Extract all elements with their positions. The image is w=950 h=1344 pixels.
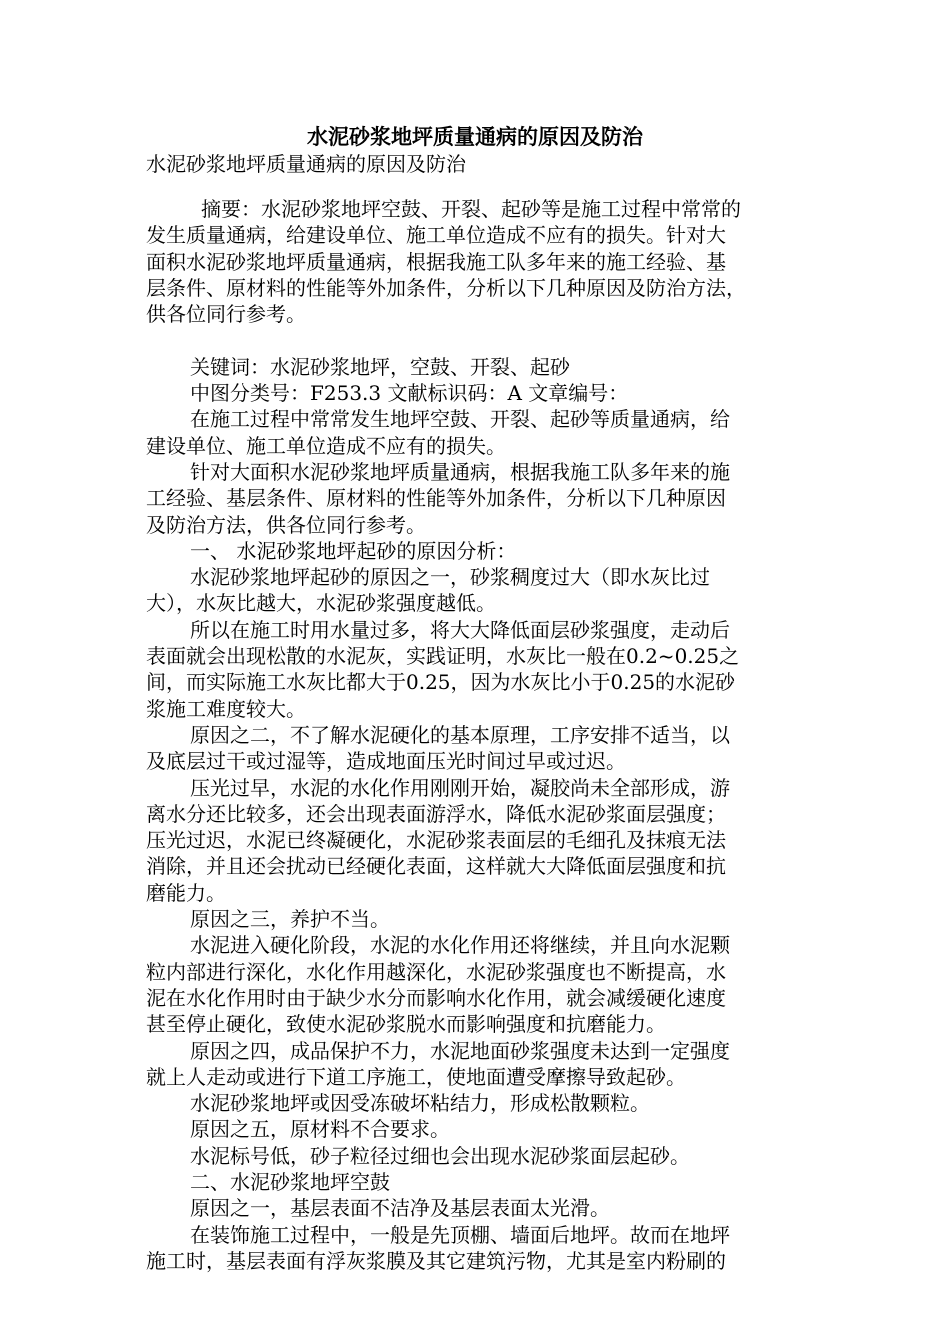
body-text-line: 所以在施工时用水量过多，将大大降低面层砂浆强度，走动后 (190, 617, 730, 642)
body-text-line: 压光过早，水泥的水化作用刚刚开始，凝胶尚未全部形成，游 (190, 775, 730, 800)
body-text-line: 水泥砂浆地坪起砂的原因之一，砂浆稠度过大（即水灰比过 (190, 565, 710, 590)
body-text-line: 粒内部进行深化，水化作用越深化，水泥砂浆强度也不断提高，水 (146, 959, 726, 984)
body-text-line: 施工时，基层表面有浮灰浆膜及其它建筑污物，尤其是室内粉刷的 (146, 1248, 726, 1273)
body-text-line: 水泥标号低，砂子粒径过细也会出现水泥砂浆面层起砂。 (190, 1143, 690, 1168)
body-text-line: 浆施工难度较大。 (146, 696, 306, 721)
body-text-line: 原因之四，成品保护不力，水泥地面砂浆强度未达到一定强度 (190, 1038, 730, 1063)
body-text-line: 甚至停止硬化，致使水泥砂浆脱水而影响强度和抗磨能力。 (146, 1012, 666, 1037)
body-text-line: 间，而实际施工水灰比都大于0.25，因为水灰比小于0.25的水泥砂 (146, 670, 736, 695)
body-text-line: 在装饰施工过程中，一般是先顶棚、墙面后地坪。故而在地坪 (190, 1222, 730, 1247)
document-title: 水泥砂浆地坪质量通病的原因及防治 (307, 124, 643, 149)
body-text-line: 就上人走动或进行下道工序施工，使地面遭受摩擦导致起砂。 (146, 1064, 686, 1089)
body-text-line: 消除，并且还会扰动已经硬化表面，这样就大大降低面层强度和抗 (146, 854, 726, 879)
body-text-line: 供各位同行参考。 (146, 302, 306, 327)
body-text-line: 建设单位、施工单位造成不应有的损失。 (146, 433, 506, 458)
body-text-line: 水泥砂浆地坪或因受冻破坏粘结力，形成松散颗粒。 (190, 1091, 650, 1116)
blank-line (146, 327, 826, 353)
body-text-line: 磨能力。 (146, 880, 226, 905)
body-text-line: 压光过迟，水泥已终凝硬化，水泥砂浆表面层的毛细孔及抹痕无法 (146, 828, 726, 853)
body-text-line: 水泥进入硬化阶段，水泥的水化作用还将继续，并且向水泥颗 (190, 933, 730, 958)
document-subtitle: 水泥砂浆地坪质量通病的原因及防治 (146, 152, 466, 176)
body-text-line: 原因之五，原材料不合要求。 (190, 1117, 450, 1142)
body-text-line: 摘要：水泥砂浆地坪空鼓、开裂、起砂等是施工过程中常常的 (201, 197, 741, 221)
body-text-line: 工经验、基层条件、原材料的性能等外加条件，分析以下几种原因 (146, 486, 726, 511)
body-text-line: 原因之三，养护不当。 (190, 907, 390, 932)
body-text-line: 二、水泥砂浆地坪空鼓 (190, 1169, 390, 1194)
body-text-line: 中图分类号：F253.3 文献标识码：A 文章编号： (190, 381, 629, 406)
body-text-line: 表面就会出现松散的水泥灰，实践证明，水灰比一般在0.2~0.25之 (146, 644, 740, 669)
body-text-line: 原因之一，基层表面不洁净及基层表面太光滑。 (190, 1196, 610, 1221)
body-text-line: 一、 水泥砂浆地坪起砂的原因分析： (190, 538, 517, 563)
body-text-line: 发生质量通病，给建设单位、施工单位造成不应有的损失。针对大 (146, 223, 726, 248)
body-text-line: 关键词：水泥砂浆地坪，空鼓、开裂、起砂 (190, 354, 570, 379)
body-text-line: 泥在水化作用时由于缺少水分而影响水化作用，就会减缓硬化速度 (146, 985, 726, 1010)
body-text-line: 及防治方法，供各位同行参考。 (146, 512, 426, 537)
document-body (146, 196, 826, 1274)
body-text-line: 针对大面积水泥砂浆地坪质量通病，根据我施工队多年来的施 (190, 459, 730, 484)
body-text-line: 在施工过程中常常发生地坪空鼓、开裂、起砂等质量通病，给 (190, 407, 730, 432)
body-text-line: 面积水泥砂浆地坪质量通病，根据我施工队多年来的施工经验、基 (146, 249, 726, 274)
body-text-line: 大），水灰比越大，水泥砂浆强度越低。 (146, 591, 496, 616)
body-text-line: 离水分还比较多，还会出现表面游浮水，降低水泥砂浆面层强度； (146, 801, 726, 826)
body-text-line: 层条件、原材料的性能等外加条件，分析以下几种原因及防治方法， (146, 275, 746, 300)
body-text-line: 原因之二，不了解水泥硬化的基本原理，工序安排不适当，以 (190, 722, 730, 747)
body-text-line: 及底层过干或过湿等，造成地面压光时间过早或过迟。 (146, 749, 626, 774)
